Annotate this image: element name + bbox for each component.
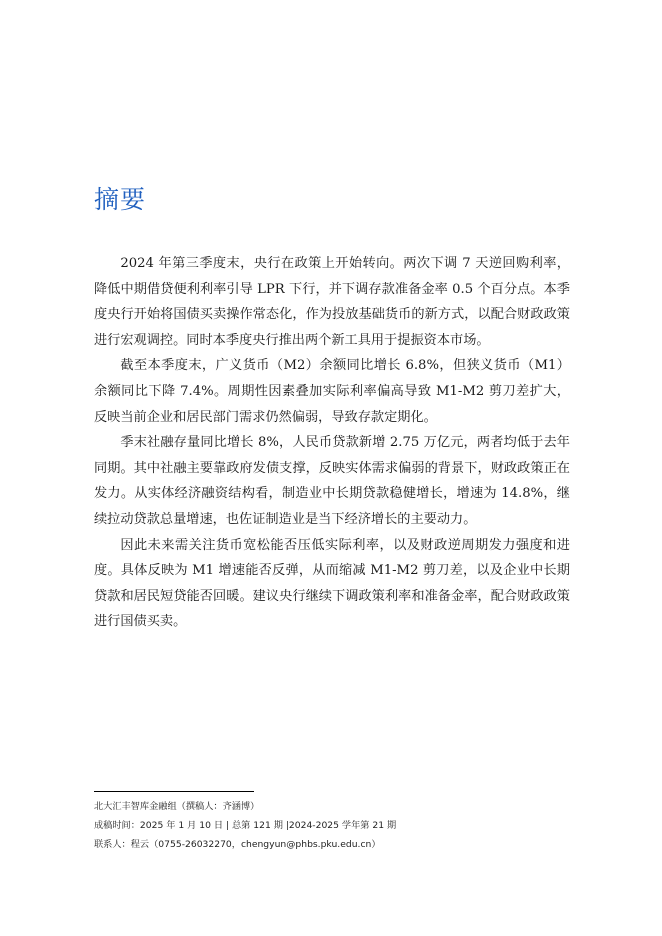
paragraph-2: 截至本季度末，广义货币（M2）余额同比增长 6.8%，但狭义货币（M1）余额同比下降 7.4%。周期性因素叠加实际利率偏高导致 M1-M2 剪刀差扩大，反映当前企业和居民部门需求仍然偏弱，导致存款定期化。 <box>94 358 570 425</box>
section-title: 摘要 <box>94 185 147 214</box>
paragraph-1: 2024 年第三季度末，央行在政策上开始转向。两次下调 7 天逆回购利率，降低中期借贷便利利率引导 LPR 下行，并下调存款准备金率 0.5 个百分点。本季度央行开始将国债买卖操作常态化，作为投放基础货币的新方式，以配合财政政策进行宏观调控。同时本季度央行推出两个新工具用于提振资本市场。 <box>94 256 570 348</box>
footnote-divider <box>94 791 254 792</box>
footnote-date: 成稿时间：2025 年 1 月 10 日 | 总第 121 期 |2024-2025 学年第 21 期 <box>94 820 397 831</box>
footnote-contact: 联系人：程云（0755-26032270，chengyun@phbs.pku.edu.cn） <box>94 839 381 850</box>
paragraph-3: 季末社融存量同比增长 8%，人民币贷款新增 2.75 万亿元，两者均低于去年同期。其中社融主要靠政府发债支撑，反映实体需求偏弱的背景下，财政政策正在发力。从实体经济融资结构看，制造业中长期贷款稳健增长，增速为 14.8%，继续拉动贷款总量增速，也佐证制造业是当下经济增长的主要动力。 <box>94 435 570 527</box>
footnote-author: 北大汇丰智库金融组（撰稿人：齐涵博） <box>94 801 260 812</box>
footnotes <box>94 797 574 854</box>
paragraph-4: 因此未来需关注货币宽松能否压低实际利率，以及财政逆周期发力强度和进度。具体反映为 M1 增速能否反弹，从而缩减 M1-M2 剪刀差，以及企业中长期贷款和居民短贷能否回暖。建议央行继续下调政策利率和准备金率，配合财政政策进行国债买卖。 <box>94 537 570 630</box>
abstract-body <box>94 251 570 635</box>
